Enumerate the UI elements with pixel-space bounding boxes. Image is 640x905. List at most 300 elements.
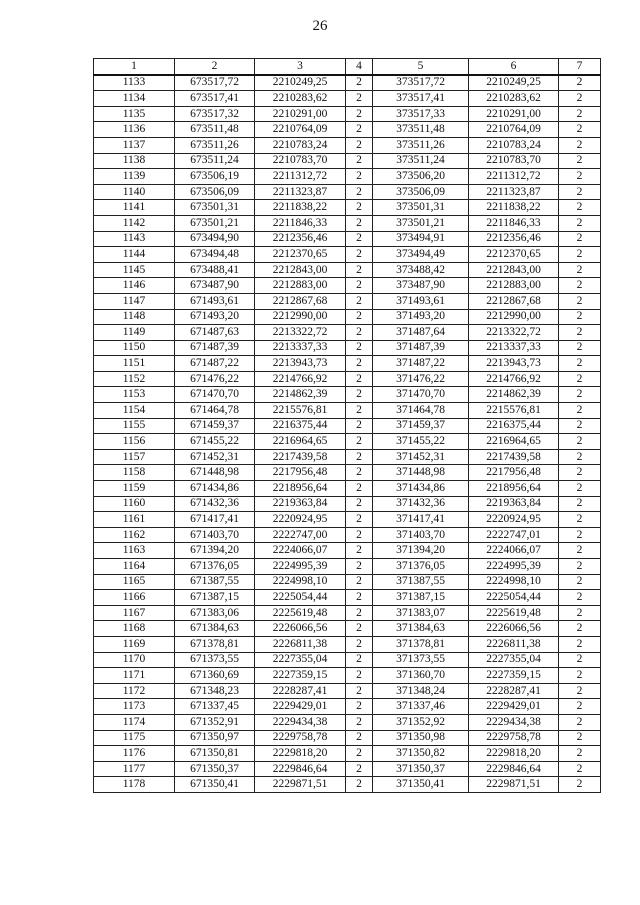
table-cell: 2211846,33 — [255, 215, 346, 231]
table-cell: 371417,41 — [373, 512, 469, 528]
table-cell: 2 — [559, 231, 601, 247]
table-cell: 671352,91 — [175, 714, 255, 730]
table-cell: 2 — [346, 137, 373, 153]
table-cell: 1173 — [94, 699, 175, 715]
table-cell: 673517,72 — [175, 75, 255, 91]
table-cell: 2211838,22 — [255, 200, 346, 216]
table-row — [94, 387, 601, 403]
table-cell: 2 — [559, 91, 601, 107]
table-cell: 2 — [346, 200, 373, 216]
table-cell: 671487,39 — [175, 340, 255, 356]
table-cell: 373517,33 — [373, 106, 469, 122]
table-cell: 371470,70 — [373, 387, 469, 403]
table-cell: 2 — [559, 761, 601, 777]
table-row — [94, 543, 601, 559]
table-cell: 671493,61 — [175, 293, 255, 309]
table-cell: 671403,70 — [175, 527, 255, 543]
table-cell: 2215576,81 — [469, 403, 559, 419]
table-cell: 2224066,07 — [469, 543, 559, 559]
table-cell: 2218956,64 — [255, 481, 346, 497]
table-cell: 2227359,15 — [469, 668, 559, 684]
table-cell: 2212867,68 — [469, 293, 559, 309]
table-cell: 2 — [559, 636, 601, 652]
table-row — [94, 356, 601, 372]
table-cell: 2 — [346, 215, 373, 231]
table-cell: 2211323,87 — [469, 184, 559, 200]
table-cell: 2210283,62 — [469, 91, 559, 107]
table-cell: 1134 — [94, 91, 175, 107]
table-row — [94, 496, 601, 512]
table-cell: 1153 — [94, 387, 175, 403]
table-cell: 2229871,51 — [255, 777, 346, 793]
table-cell: 2224995,39 — [469, 559, 559, 575]
table-cell: 2225619,48 — [255, 605, 346, 621]
table-cell: 1148 — [94, 309, 175, 325]
table-cell: 373517,41 — [373, 91, 469, 107]
table-cell: 2 — [346, 153, 373, 169]
table-cell: 2 — [346, 730, 373, 746]
table-cell: 2 — [346, 325, 373, 341]
table-cell: 2 — [559, 683, 601, 699]
table-cell: 371452,31 — [373, 449, 469, 465]
table-cell: 371350,98 — [373, 730, 469, 746]
table-cell: 373487,90 — [373, 278, 469, 294]
table-body — [94, 75, 601, 793]
table-cell: 1172 — [94, 683, 175, 699]
table-cell: 1158 — [94, 465, 175, 481]
table-cell: 373494,49 — [373, 247, 469, 263]
table-cell: 2229429,01 — [255, 699, 346, 715]
table-cell: 373494,91 — [373, 231, 469, 247]
table-cell: 2211312,72 — [469, 169, 559, 185]
table-cell: 2224995,39 — [255, 559, 346, 575]
table-cell: 673511,24 — [175, 153, 255, 169]
table-cell: 2 — [559, 403, 601, 419]
table-cell: 2 — [346, 683, 373, 699]
table-row — [94, 761, 601, 777]
table-cell: 2214862,39 — [469, 387, 559, 403]
table-cell: 2 — [559, 309, 601, 325]
table-cell: 371350,41 — [373, 777, 469, 793]
table-cell: 673517,41 — [175, 91, 255, 107]
table-cell: 671476,22 — [175, 371, 255, 387]
table-cell: 2 — [346, 75, 373, 91]
table-cell: 1143 — [94, 231, 175, 247]
table-cell: 673517,32 — [175, 106, 255, 122]
table-row — [94, 278, 601, 294]
table-cell: 2229818,20 — [469, 746, 559, 762]
table-cell: 2220924,95 — [469, 512, 559, 528]
table-cell: 2212990,00 — [469, 309, 559, 325]
table-cell: 673487,90 — [175, 278, 255, 294]
table-cell: 2 — [346, 527, 373, 543]
table-cell: 2 — [346, 777, 373, 793]
table-cell: 2 — [559, 496, 601, 512]
table-cell: 2 — [346, 481, 373, 497]
table-row — [94, 621, 601, 637]
table-cell: 671487,22 — [175, 356, 255, 372]
table-cell: 671350,41 — [175, 777, 255, 793]
table-cell: 2210783,70 — [469, 153, 559, 169]
table-row — [94, 371, 601, 387]
table-cell: 673501,21 — [175, 215, 255, 231]
table-row — [94, 91, 601, 107]
table-cell: 373511,48 — [373, 122, 469, 138]
table-cell: 2210283,62 — [255, 91, 346, 107]
table-row — [94, 262, 601, 278]
table-cell: 1155 — [94, 418, 175, 434]
table-row — [94, 777, 601, 793]
table-cell: 2 — [346, 340, 373, 356]
table-cell: 2 — [346, 449, 373, 465]
table-cell: 1169 — [94, 636, 175, 652]
table-row — [94, 527, 601, 543]
table-cell: 671376,05 — [175, 559, 255, 575]
table-cell: 2 — [559, 262, 601, 278]
table-cell: 2229434,38 — [255, 714, 346, 730]
table-cell: 1164 — [94, 559, 175, 575]
table-cell: 2 — [346, 465, 373, 481]
table-cell: 2 — [559, 153, 601, 169]
table-cell: 371448,98 — [373, 465, 469, 481]
table-cell: 671452,31 — [175, 449, 255, 465]
table-cell: 371487,64 — [373, 325, 469, 341]
table-row — [94, 559, 601, 575]
header-cell: 4 — [346, 59, 373, 75]
table-cell: 2229429,01 — [469, 699, 559, 715]
table-cell: 2 — [559, 184, 601, 200]
table-cell: 2213322,72 — [255, 325, 346, 341]
table-cell: 2 — [346, 590, 373, 606]
table-cell: 2 — [346, 403, 373, 419]
table-cell: 671394,20 — [175, 543, 255, 559]
table-row — [94, 683, 601, 699]
table-cell: 2225054,44 — [255, 590, 346, 606]
table-cell: 1177 — [94, 761, 175, 777]
table-cell: 2 — [346, 356, 373, 372]
table-header-row — [94, 59, 601, 75]
table-cell: 1145 — [94, 262, 175, 278]
table-row — [94, 730, 601, 746]
table-cell: 2229846,64 — [469, 761, 559, 777]
table-cell: 371464,78 — [373, 403, 469, 419]
table-row — [94, 449, 601, 465]
table-cell: 371455,22 — [373, 434, 469, 450]
table-cell: 1137 — [94, 137, 175, 153]
table-cell: 1152 — [94, 371, 175, 387]
table-cell: 2 — [559, 247, 601, 263]
table-cell: 2225054,44 — [469, 590, 559, 606]
table-cell: 2224066,07 — [255, 543, 346, 559]
table-cell: 2212843,00 — [255, 262, 346, 278]
table-cell: 371487,22 — [373, 356, 469, 372]
table-cell: 371403,70 — [373, 527, 469, 543]
table-cell: 671387,55 — [175, 574, 255, 590]
table-cell: 1176 — [94, 746, 175, 762]
table-cell: 2212990,00 — [255, 309, 346, 325]
table-cell: 2229758,78 — [255, 730, 346, 746]
table-cell: 2213322,72 — [469, 325, 559, 341]
table-cell: 2 — [346, 278, 373, 294]
table-cell: 2210783,70 — [255, 153, 346, 169]
table-cell: 2 — [559, 481, 601, 497]
table-cell: 2 — [346, 559, 373, 575]
table-cell: 371487,39 — [373, 340, 469, 356]
table-cell: 373501,31 — [373, 200, 469, 216]
header-cell: 1 — [94, 59, 175, 75]
table-cell: 2214766,92 — [255, 371, 346, 387]
table-cell: 2224998,10 — [469, 574, 559, 590]
table-cell: 371387,15 — [373, 590, 469, 606]
table-row — [94, 636, 601, 652]
table-row — [94, 714, 601, 730]
table-cell: 671470,70 — [175, 387, 255, 403]
table-row — [94, 215, 601, 231]
table-cell: 2 — [346, 106, 373, 122]
table-cell: 673494,48 — [175, 247, 255, 263]
table-cell: 2216375,44 — [469, 418, 559, 434]
table-cell: 2 — [346, 543, 373, 559]
table-row — [94, 200, 601, 216]
table-cell: 1154 — [94, 403, 175, 419]
table-cell: 1142 — [94, 215, 175, 231]
table-cell: 371376,05 — [373, 559, 469, 575]
table-cell: 673506,19 — [175, 169, 255, 185]
table-cell: 2 — [559, 169, 601, 185]
table-cell: 1163 — [94, 543, 175, 559]
table-cell: 1136 — [94, 122, 175, 138]
table-cell: 1165 — [94, 574, 175, 590]
header-cell: 6 — [469, 59, 559, 75]
table-cell: 1146 — [94, 278, 175, 294]
table-cell: 1168 — [94, 621, 175, 637]
table-cell: 2222747,01 — [469, 527, 559, 543]
table-cell: 2 — [346, 512, 373, 528]
table-cell: 1162 — [94, 527, 175, 543]
table-row — [94, 465, 601, 481]
table-cell: 671459,37 — [175, 418, 255, 434]
table-cell: 2 — [559, 543, 601, 559]
table-cell: 671373,55 — [175, 652, 255, 668]
table-cell: 1171 — [94, 668, 175, 684]
table-cell: 2 — [559, 574, 601, 590]
table-cell: 2 — [346, 231, 373, 247]
table-cell: 1135 — [94, 106, 175, 122]
table-cell: 2 — [559, 122, 601, 138]
table-cell: 673511,48 — [175, 122, 255, 138]
table-cell: 1140 — [94, 184, 175, 200]
table-cell: 2226066,56 — [469, 621, 559, 637]
header-cell: 5 — [373, 59, 469, 75]
table-cell: 2213337,33 — [469, 340, 559, 356]
table-cell: 2 — [559, 200, 601, 216]
table-cell: 2212370,65 — [255, 247, 346, 263]
table-cell: 371493,20 — [373, 309, 469, 325]
table-cell: 2 — [559, 777, 601, 793]
table-cell: 1147 — [94, 293, 175, 309]
table-cell: 371337,46 — [373, 699, 469, 715]
table-cell: 2 — [346, 169, 373, 185]
table-cell: 2227355,04 — [255, 652, 346, 668]
table-cell: 1178 — [94, 777, 175, 793]
table-cell: 2212356,46 — [469, 231, 559, 247]
table-row — [94, 293, 601, 309]
table-cell: 2226066,56 — [255, 621, 346, 637]
table-cell: 2224998,10 — [255, 574, 346, 590]
table-cell: 2 — [559, 75, 601, 91]
table-cell: 1150 — [94, 340, 175, 356]
table-cell: 2 — [346, 699, 373, 715]
table-cell: 671383,06 — [175, 605, 255, 621]
table-cell: 671493,20 — [175, 309, 255, 325]
table-cell: 673506,09 — [175, 184, 255, 200]
table-cell: 671432,36 — [175, 496, 255, 512]
table-cell: 2210249,25 — [255, 75, 346, 91]
table-cell: 1160 — [94, 496, 175, 512]
table-cell: 1170 — [94, 652, 175, 668]
table-cell: 2 — [559, 699, 601, 715]
table-row — [94, 106, 601, 122]
table-cell: 2211312,72 — [255, 169, 346, 185]
table-cell: 2 — [559, 387, 601, 403]
table-row — [94, 746, 601, 762]
table-cell: 2 — [346, 434, 373, 450]
table-cell: 2 — [346, 636, 373, 652]
table-cell: 2 — [346, 605, 373, 621]
table-cell: 371394,20 — [373, 543, 469, 559]
table-cell: 1151 — [94, 356, 175, 372]
table-cell: 2216964,65 — [255, 434, 346, 450]
table-cell: 2229434,38 — [469, 714, 559, 730]
table-row — [94, 122, 601, 138]
table-cell: 371352,92 — [373, 714, 469, 730]
table-cell: 1157 — [94, 449, 175, 465]
table-cell: 2214862,39 — [255, 387, 346, 403]
table-cell: 2220924,95 — [255, 512, 346, 528]
table-cell: 2 — [346, 371, 373, 387]
table-row — [94, 169, 601, 185]
table-cell: 671448,98 — [175, 465, 255, 481]
table-cell: 2 — [346, 714, 373, 730]
table-cell: 2 — [559, 418, 601, 434]
table-row — [94, 434, 601, 450]
table-cell: 2 — [559, 137, 601, 153]
table-cell: 2216375,44 — [255, 418, 346, 434]
table-cell: 671455,22 — [175, 434, 255, 450]
table-cell: 2 — [559, 106, 601, 122]
table-cell: 373506,09 — [373, 184, 469, 200]
table-cell: 1156 — [94, 434, 175, 450]
table-cell: 2211323,87 — [255, 184, 346, 200]
table-cell: 2 — [346, 746, 373, 762]
table-cell: 2 — [559, 590, 601, 606]
table-cell: 2 — [346, 652, 373, 668]
table-cell: 2 — [346, 621, 373, 637]
table-cell: 2210764,09 — [469, 122, 559, 138]
table-cell: 2 — [559, 527, 601, 543]
table-cell: 2 — [559, 730, 601, 746]
table-cell: 2217956,48 — [255, 465, 346, 481]
table-cell: 371350,82 — [373, 746, 469, 762]
table-cell: 1141 — [94, 200, 175, 216]
table-cell: 1174 — [94, 714, 175, 730]
table-cell: 1144 — [94, 247, 175, 263]
table-cell: 2227355,04 — [469, 652, 559, 668]
table-cell: 371493,61 — [373, 293, 469, 309]
table-cell: 671417,41 — [175, 512, 255, 528]
table-cell: 2 — [346, 184, 373, 200]
table-cell: 2 — [559, 746, 601, 762]
table-cell: 2218956,64 — [469, 481, 559, 497]
table-cell: 2 — [346, 668, 373, 684]
table-cell: 2 — [346, 418, 373, 434]
table-cell: 2212883,00 — [469, 278, 559, 294]
table-row — [94, 340, 601, 356]
table-cell: 2212370,65 — [469, 247, 559, 263]
table-cell: 373501,21 — [373, 215, 469, 231]
table-cell: 371434,86 — [373, 481, 469, 497]
table-cell: 671434,86 — [175, 481, 255, 497]
table-cell: 2 — [559, 449, 601, 465]
table-cell: 2 — [559, 512, 601, 528]
table-cell: 371384,63 — [373, 621, 469, 637]
table-row — [94, 668, 601, 684]
table-cell: 373506,20 — [373, 169, 469, 185]
table-cell: 2213943,73 — [255, 356, 346, 372]
table-cell: 371387,55 — [373, 574, 469, 590]
table-cell: 2219363,84 — [469, 496, 559, 512]
table-cell: 2225619,48 — [469, 605, 559, 621]
table-cell: 2 — [346, 91, 373, 107]
table-cell: 373488,42 — [373, 262, 469, 278]
table-cell: 2 — [559, 621, 601, 637]
table-row — [94, 605, 601, 621]
table-cell: 2 — [559, 293, 601, 309]
table-cell: 2216964,65 — [469, 434, 559, 450]
table-row — [94, 652, 601, 668]
table-cell: 2 — [559, 340, 601, 356]
table-cell: 2212883,00 — [255, 278, 346, 294]
table-cell: 373511,24 — [373, 153, 469, 169]
table-row — [94, 184, 601, 200]
table-cell: 671384,63 — [175, 621, 255, 637]
table-cell: 2222747,00 — [255, 527, 346, 543]
table-row — [94, 481, 601, 497]
table-cell: 673488,41 — [175, 262, 255, 278]
table-cell: 2 — [559, 434, 601, 450]
table-cell: 2212843,00 — [469, 262, 559, 278]
table-cell: 2 — [346, 122, 373, 138]
table-row — [94, 418, 601, 434]
table-cell: 2 — [559, 278, 601, 294]
table-cell: 2217956,48 — [469, 465, 559, 481]
page-number: 26 — [312, 18, 328, 34]
table-cell: 371432,36 — [373, 496, 469, 512]
table-cell: 1138 — [94, 153, 175, 169]
table-cell: 671378,81 — [175, 636, 255, 652]
table-cell: 2228287,41 — [469, 683, 559, 699]
table-row — [94, 247, 601, 263]
table-cell: 2217439,58 — [469, 449, 559, 465]
table-row — [94, 699, 601, 715]
table-row — [94, 590, 601, 606]
table-cell: 2 — [559, 559, 601, 575]
table-cell: 2210291,00 — [469, 106, 559, 122]
table-cell: 2 — [559, 652, 601, 668]
table-row — [94, 231, 601, 247]
table-cell: 2226811,38 — [469, 636, 559, 652]
table-cell: 671350,37 — [175, 761, 255, 777]
